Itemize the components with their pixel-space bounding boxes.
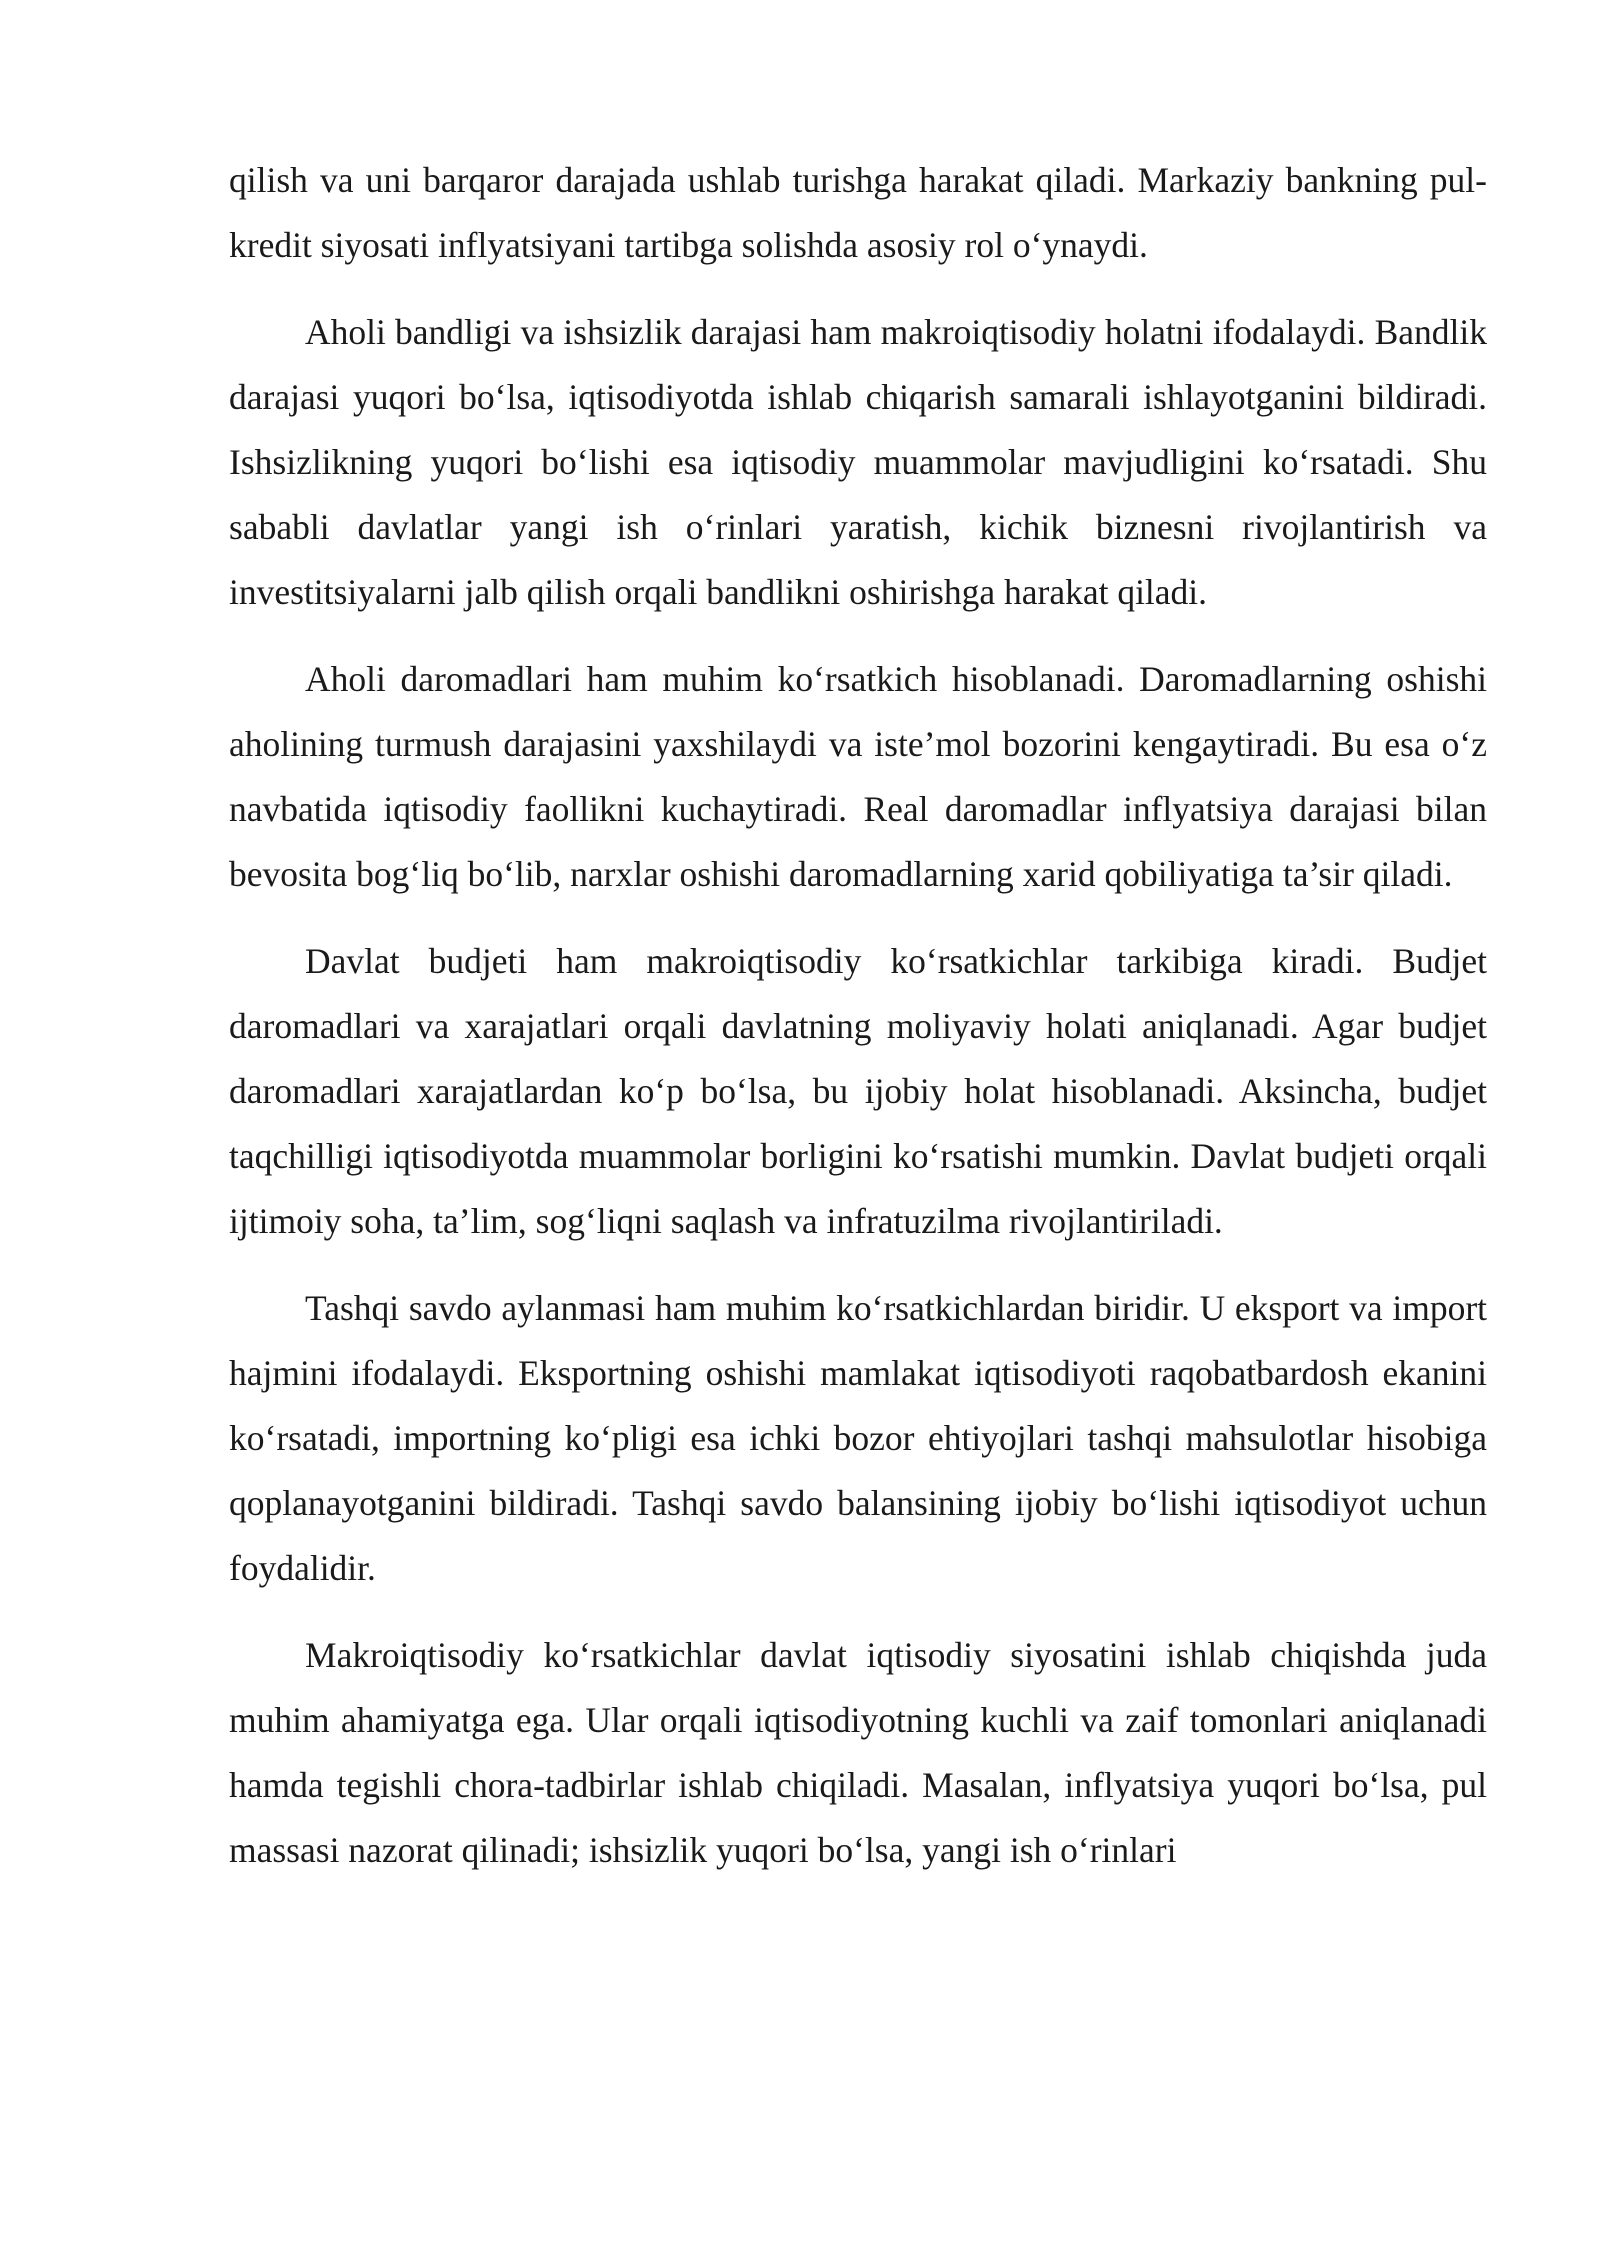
- paragraph-continued: qilish va uni barqaror darajada ushlab turishga harakat qiladi. Markaziy bankning pul-kredit siyosati inflyatsiyani tartibga solishda asosiy rol o‘ynaydi.: [229, 160, 1487, 265]
- paragraph-budget: Davlat budjeti ham makroiqtisodiy ko‘rsatkichlar tarkibiga kiradi. Budjet daromadlari va xarajatlari orqali davlatning moliyaviy holati aniqlanadi. Agar budjet daromadlari xarajatlardan ko‘p bo‘lsa, bu ijobiy holat hisoblanadi. Aksincha, budjet taqchilligi iqtisodiyotda muammolar borligini ko‘rsatishi mumkin. Davlat budjeti orqali ijtimoiy soha, ta’lim, sog‘liqni saqlash va infratuzilma rivojlantiriladi.: [229, 941, 1487, 1241]
- paragraph-employment: Aholi bandligi va ishsizlik darajasi ham makroiqtisodiy holatni ifodalaydi. Bandlik darajasi yuqori bo‘lsa, iqtisodiyotda ishlab chiqarish samarali ishlayotganini bildiradi. Ishsizlikning yuqori bo‘lishi esa iqtisodiy muammolar mavjudligini ko‘rsatadi. Shu sababli davlatlar yangi ish o‘rinlari yaratish, kichik biznesni rivojlantirish va investitsiyalarni jalb qilish orqali bandlikni oshirishga harakat qiladi.: [229, 312, 1487, 612]
- paragraph-income: Aholi daromadlari ham muhim ko‘rsatkich hisoblanadi. Daromadlarning oshishi aholining turmush darajasini yaxshilaydi va iste’mol bozorini kengaytiradi. Bu esa o‘z navbatida iqtisodiy faollikni kuchaytiradi. Real daromadlar inflyatsiya darajasi bilan bevosita bog‘liq bo‘lib, narxlar oshishi daromadlarning xarid qobiliyatiga ta’sir qiladi.: [229, 659, 1487, 894]
- document-body: [229, 148, 1487, 1905]
- paragraph-policy: Makroiqtisodiy ko‘rsatkichlar davlat iqtisodiy siyosatini ishlab chiqishda juda muhim ahamiyatga ega. Ular orqali iqtisodiyotning kuchli va zaif tomonlari aniqlanadi hamda tegishli chora-tadbirlar ishlab chiqiladi. Masalan, inflyatsiya yuqori bo‘lsa, pul massasi nazorat qilinadi; ishsizlik yuqori bo‘lsa, yangi ish o‘rinlari: [229, 1635, 1487, 1870]
- paragraph-trade: Tashqi savdo aylanmasi ham muhim ko‘rsatkichlardan biridir. U eksport va import hajmini ifodalaydi. Eksportning oshishi mamlakat iqtisodiyoti raqobatbardosh ekanini ko‘rsatadi, importning ko‘pligi esa ichki bozor ehtiyojlari tashqi mahsulotlar hisobiga qoplanayotganini bildiradi. Tashqi savdo balansining ijobiy bo‘lishi iqtisodiyot uchun foydalidir.: [229, 1288, 1487, 1588]
